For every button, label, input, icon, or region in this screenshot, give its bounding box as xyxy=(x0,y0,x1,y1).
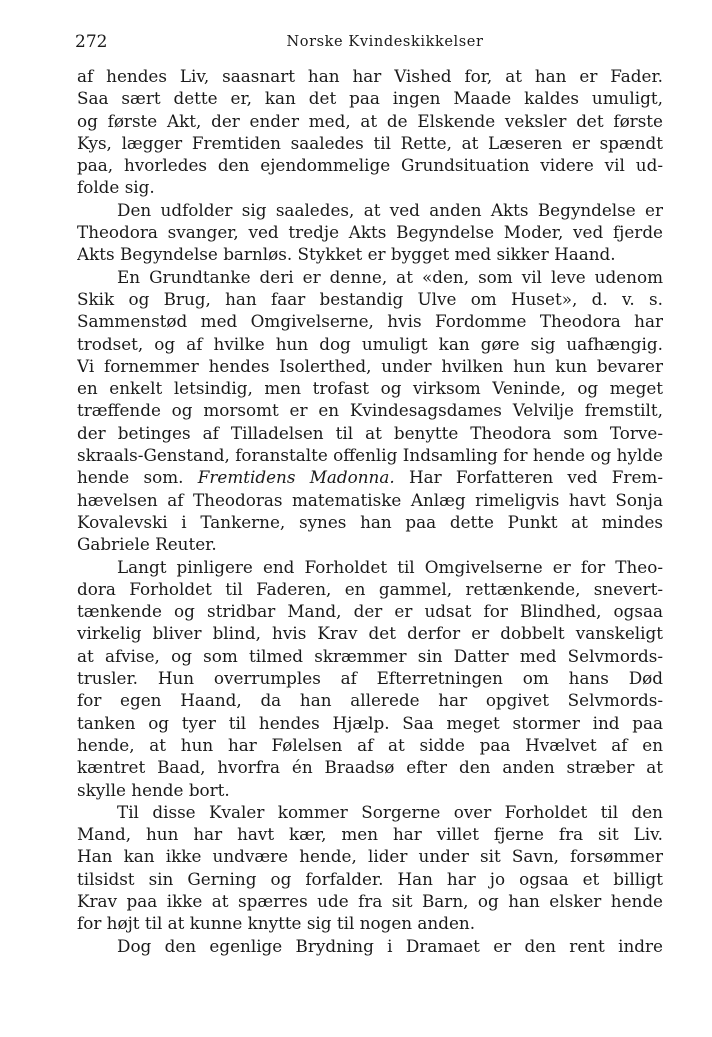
text-line: tilsidst sin Gerning og forfalder. Han har jo ogsaa et billigt xyxy=(77,868,663,889)
text-line: kæntret Baad, hvorfra én Braadsø efter den anden stræber at xyxy=(77,757,663,778)
text-line: Han kan ikke undvære hende, lider under sit Savn, forsømmer xyxy=(77,846,663,867)
text-line: paa, hvorledes den ejendommelige Grundsituation videre vil ud- xyxy=(77,155,663,176)
text-line: der betinges af Tilladelsen til at benytte Theodora som Torve- xyxy=(77,422,663,443)
text-line: Til disse Kvaler kommer Sorgerne over Forholdet til den xyxy=(117,801,663,822)
text-line: dora Forholdet til Faderen, en gammel, rettænkende, snevert- xyxy=(77,578,663,599)
text-line: Gabriele Reuter. xyxy=(77,534,217,555)
text-line: Vi fornemmer hendes Isolerthed, under hvilken hun kun bevarer xyxy=(77,355,663,376)
text-line: Krav paa ikke at spærres ude fra sit Barn, og han elsker hende xyxy=(77,890,663,911)
page-number: 272 xyxy=(75,32,108,52)
text-line: at afvise, og som tilmed skræmmer sin Datter med Selvmords- xyxy=(77,645,663,666)
text-line: en enkelt letsindig, men trofast og virksom Veninde, og meget xyxy=(77,378,663,399)
text-line: hende, at hun har Følelsen af at sidde paa Hvælvet af en xyxy=(77,734,663,755)
text-line: hævelsen af Theodoras matematiske Anlæg rimeligvis havt Sonja xyxy=(77,489,663,510)
text-line: En Grundtanke deri er denne, at «den, som vil leve udenom xyxy=(117,266,663,287)
text-line: trusler. Hun overrumples af Efterretningen om hans Død xyxy=(77,668,663,689)
text-line: Kovalevski i Tankerne, synes han paa dette Punkt at mindes xyxy=(77,511,663,532)
text-line: Dog den egenlige Brydning i Dramaet er den rent indre xyxy=(117,935,663,956)
text-line: for egen Haand, da han allerede har opgivet Selvmords- xyxy=(77,690,663,711)
text-line: virkelig bliver blind, hvis Krav det derfor er dobbelt vanskeligt xyxy=(77,623,663,644)
text-line: skraals-Genstand, foranstalte offenlig Indsamling for hende og hylde xyxy=(77,445,663,466)
text-line: trodset, og af hvilke hun dog umuligt kan gøre sig uafhængig. xyxy=(77,333,663,354)
text-line: af hendes Liv, saasnart han har Vished for, at han er Fader. xyxy=(77,66,663,86)
text-line: folde sig. xyxy=(77,177,155,198)
text-line: for højt til at kunne knytte sig til nogen anden. xyxy=(77,913,476,934)
body-text xyxy=(77,65,663,957)
text-line: Skik og Brug, han faar bestandig Ulve om Huset», d. v. s. xyxy=(77,288,663,309)
text-segment: Har Forfatteren ved Frem- xyxy=(394,467,663,488)
text-segment: hende som. xyxy=(77,467,198,488)
text-line: tænkende og stridbar Mand, der er udsat for Blindhed, ogsaa xyxy=(77,601,663,622)
text-line: og første Akt, der ender med, at de Elskende veksler det første xyxy=(77,110,663,131)
text-line: Akts Begyndelse barnløs. Stykket er bygget med sikker Haand. xyxy=(77,244,616,265)
text-line: skylle hende bort. xyxy=(77,779,230,800)
text-line: Mand, hun har havt kær, men har villet fjerne fra sit Liv. xyxy=(77,824,663,845)
text-line: Den udfolder sig saaledes, at ved anden Akts Begyndelse er xyxy=(117,199,663,220)
running-title: Norske Kvindeskikkelser xyxy=(286,34,484,50)
text-line: Saa sært dette er, kan det paa ingen Maade kaldes umuligt, xyxy=(77,88,663,109)
text-line: træffende og morsomt er en Kvindesagsdames Velvilje fremstilt, xyxy=(77,400,663,421)
text-line xyxy=(77,466,663,488)
text-line: tanken og tyer til hendes Hjælp. Saa meget stormer ind paa xyxy=(77,712,663,733)
text-line: Kys, lægger Fremtiden saaledes til Rette, at Læseren er spændt xyxy=(77,132,663,153)
text-line: Langt pinligere end Forholdet til Omgivelserne er for Theo- xyxy=(117,556,663,577)
text-line: Theodora svanger, ved tredje Akts Begyndelse Moder, ved fjerde xyxy=(77,222,663,243)
text-line: Sammenstød med Omgivelserne, hvis Fordomme Theodora har xyxy=(77,311,663,332)
italic-title: Fremtidens Madonna. xyxy=(197,467,395,488)
page-header xyxy=(75,32,665,58)
